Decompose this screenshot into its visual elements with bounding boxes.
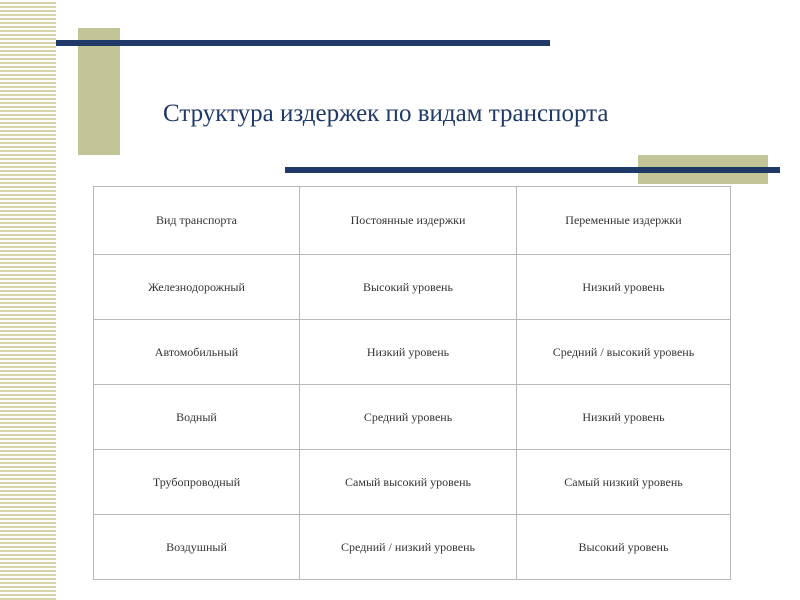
header-transport-type: Вид транспорта (94, 187, 300, 255)
cell-fixed-costs: Высокий уровень (300, 255, 517, 320)
cell-transport-type: Трубопроводный (94, 450, 300, 515)
cell-transport-type: Воздушный (94, 515, 300, 580)
cost-structure-table (93, 186, 731, 580)
cell-fixed-costs: Низкий уровень (300, 320, 517, 385)
cell-transport-type: Железнодорожный (94, 255, 300, 320)
slide-title: Структура издержек по видам транспорта (163, 100, 609, 127)
cell-fixed-costs: Средний уровень (300, 385, 517, 450)
cell-variable-costs: Низкий уровень (517, 385, 731, 450)
cell-fixed-costs: Средний / низкий уровень (300, 515, 517, 580)
cell-variable-costs: Низкий уровень (517, 255, 731, 320)
decorative-navy-line-bottom (285, 167, 780, 173)
cell-variable-costs: Средний / высокий уровень (517, 320, 731, 385)
decorative-stripes (0, 0, 56, 600)
table-row (94, 515, 731, 580)
table-row (94, 450, 731, 515)
table-row (94, 255, 731, 320)
table-row (94, 385, 731, 450)
header-variable-costs: Переменные издержки (517, 187, 731, 255)
cell-fixed-costs: Самый высокий уровень (300, 450, 517, 515)
table-header-row (94, 187, 731, 255)
cell-transport-type: Водный (94, 385, 300, 450)
cell-variable-costs: Самый низкий уровень (517, 450, 731, 515)
table-row (94, 320, 731, 385)
decorative-olive-block-top (78, 28, 120, 155)
cell-variable-costs: Высокий уровень (517, 515, 731, 580)
cell-transport-type: Автомобильный (94, 320, 300, 385)
header-fixed-costs: Постоянные издержки (300, 187, 517, 255)
decorative-navy-line-top (56, 40, 550, 46)
